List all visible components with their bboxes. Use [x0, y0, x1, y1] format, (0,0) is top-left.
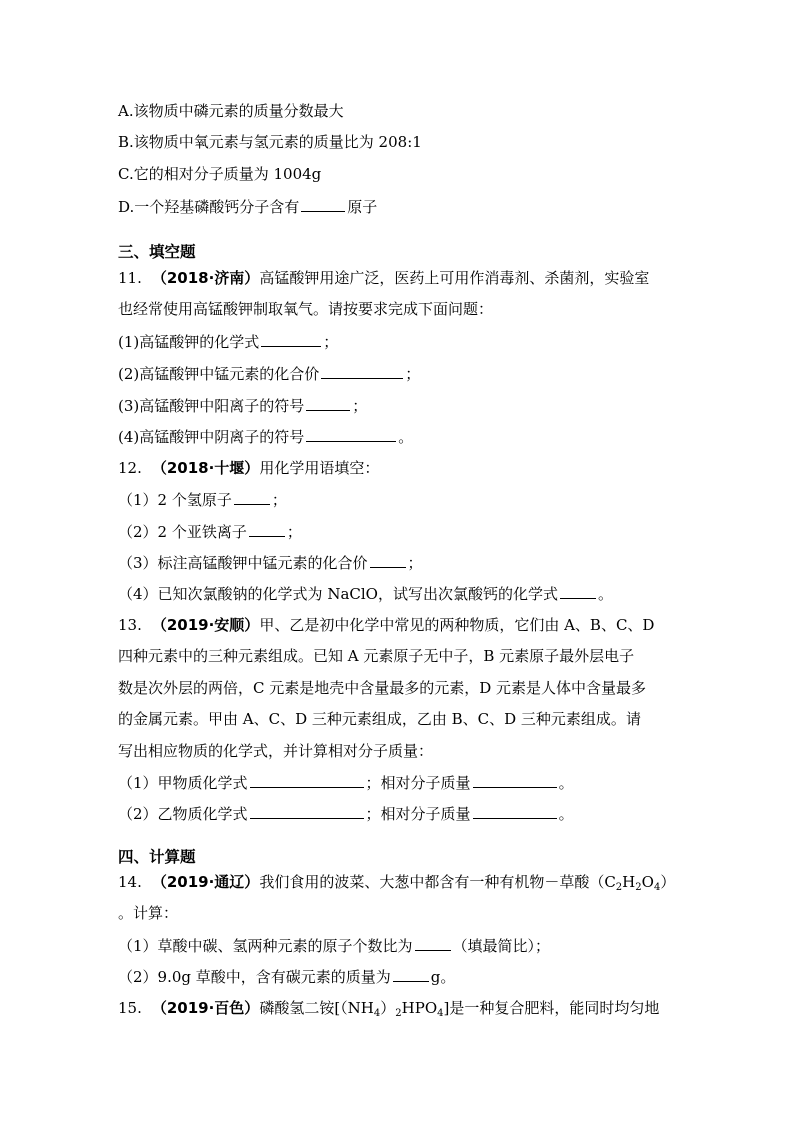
q12-part-3-blank[interactable] — [370, 552, 406, 568]
q11-part-1 — [118, 331, 338, 352]
q14-part-2 — [118, 966, 455, 987]
q11-part-1-blank[interactable] — [261, 331, 321, 347]
q14-formula-sub-h: 2 — [635, 882, 642, 893]
q14-part-2-text-a: （2）9.0g 草酸中，含有碳元素的质量为 — [118, 968, 391, 986]
q15-formula-paren: ） — [380, 999, 396, 1017]
q13-part-1-blank-mass[interactable] — [473, 772, 557, 788]
q13-text-1: 甲、乙是初中化学中常见的两种物质，它们由 A、B、C、D — [259, 616, 655, 634]
q12-part-2-punct: ； — [286, 523, 302, 541]
q11-part-2-blank[interactable] — [321, 363, 403, 379]
q14-line-2: 。计算： — [118, 904, 179, 922]
q11-text-1: 高锰酸钾用途广泛，医药上可用作消毒剂、杀菌剂，实验室 — [259, 269, 650, 287]
q11-part-1-punct: ； — [323, 333, 339, 351]
q11-part-2 — [118, 363, 420, 384]
q15-source: （2019·百色） — [151, 999, 260, 1017]
section-3-title: 三、填空题 — [118, 243, 196, 261]
q12-part-4-blank[interactable] — [560, 583, 596, 599]
q13-part-1-punct: 。 — [558, 774, 574, 792]
q12-part-2-blank[interactable] — [249, 521, 285, 537]
q10-option-d-blank[interactable] — [301, 196, 345, 212]
q11-part-4-blank[interactable] — [306, 426, 396, 442]
q11-part-3-blank[interactable] — [306, 395, 350, 411]
q14-formula-close: ） — [660, 873, 676, 891]
q15-text-post: ]是一种复合肥料，能同时均匀地 — [443, 999, 660, 1017]
q13-line-2: 四种元素中的三种元素组成。已知 A 元素原子无中子，B 元素原子最外层电子 — [118, 647, 635, 665]
q11-part-4-text: (4)高锰酸钾中阴离子的符号 — [118, 428, 305, 446]
q12-text-1: 用化学用语填空： — [259, 459, 380, 477]
q13-number: 13. — [118, 616, 142, 634]
q12-part-1 — [118, 489, 287, 510]
q13-line-3: 数是次外层的两倍，C 元素是地壳中含量最多的元素，D 元素是人体中含量最多 — [118, 679, 647, 697]
q13-source: （2019·安顺） — [151, 616, 260, 634]
q13-line-1 — [118, 615, 654, 635]
q13-part-2-punct: 。 — [558, 805, 574, 823]
q14-formula-sub-o: 4 — [653, 882, 661, 893]
q13-part-2-blank-formula[interactable] — [250, 803, 364, 819]
q12-part-1-punct: ； — [271, 491, 287, 509]
q11-part-2-text: (2)高锰酸钾中锰元素的化合价 — [118, 365, 320, 383]
q11-source: （2018·济南） — [151, 269, 260, 287]
q10-option-d-suffix: 原子 — [347, 198, 378, 216]
q15-formula-sub-4: 4 — [373, 1008, 381, 1019]
q14-part-1 — [118, 935, 550, 956]
q14-part-2-blank[interactable] — [393, 966, 429, 982]
q12-part-3-punct: ； — [407, 554, 423, 572]
q11-part-4 — [118, 426, 413, 447]
q12-part-3-text: （3）标注高锰酸钾中锰元素的化合价 — [118, 554, 368, 572]
q12-part-1-blank[interactable] — [234, 489, 270, 505]
q10-option-d — [118, 196, 377, 217]
q13-part-1-text-a: （1）甲物质化学式 — [118, 774, 248, 792]
q14-formula-o: O — [641, 873, 654, 891]
q12-part-2-text: （2）2 个亚铁离子 — [118, 523, 247, 541]
q14-part-1-text-b: （填最简比）； — [452, 937, 551, 955]
q13-part-2-text-a: （2）乙物质化学式 — [118, 805, 248, 823]
section-4-title: 四、计算题 — [118, 848, 196, 866]
q11-part-1-text: (1)高锰酸钾的化学式 — [118, 333, 260, 351]
q13-line-4: 的金属元素。甲由 A、C、D 三种元素组成，乙由 B、C、D 三种元素组成。请 — [118, 710, 641, 728]
q15-text-pre: 磷酸氢二铵[（NH — [259, 999, 374, 1017]
q15-line-1 — [118, 998, 659, 1018]
q15-formula-hpo: HPO — [401, 999, 438, 1017]
q12-part-4 — [118, 583, 613, 604]
q13-part-1-blank-formula[interactable] — [250, 772, 364, 788]
q14-part-1-text-a: （1）草酸中碳、氢两种元素的原子个数比为 — [118, 937, 413, 955]
q12-source: （2018·十堰） — [151, 459, 260, 477]
q11-part-3-punct: ； — [352, 397, 368, 415]
q12-part-3 — [118, 552, 423, 573]
q11-number: 11. — [118, 269, 142, 287]
q13-part-1 — [118, 772, 574, 793]
q15-number: 15. — [118, 999, 142, 1017]
q11-part-2-punct: ； — [405, 365, 421, 383]
q12-number: 12. — [118, 459, 142, 477]
q13-part-2 — [118, 803, 574, 824]
q14-part-1-blank[interactable] — [415, 935, 451, 951]
q11-line-1 — [118, 268, 649, 288]
q10-option-a: A.该物质中磷元素的质量分数最大 — [118, 102, 344, 120]
q14-text-1: 我们食用的波菜、大葱中都含有一种有机物－草酸（C — [259, 873, 616, 891]
q14-formula-sub-c: 2 — [615, 882, 623, 893]
q10-option-c: C.它的相对分子质量为 1004g — [118, 165, 322, 183]
q10-option-b: B.该物质中氧元素与氢元素的质量比为 208:1 — [118, 133, 422, 151]
q14-source: （2019·通辽） — [151, 873, 260, 891]
q15-formula-sub-2: 2 — [395, 1008, 402, 1019]
q11-part-3 — [118, 395, 367, 416]
q11-part-4-punct: 。 — [398, 428, 414, 446]
q14-line-1 — [118, 872, 675, 892]
q12-line-1 — [118, 458, 379, 478]
q11-part-3-text: (3)高锰酸钾中阳离子的符号 — [118, 397, 305, 415]
q13-part-2-blank-mass[interactable] — [473, 803, 557, 819]
q14-number: 14. — [118, 873, 142, 891]
q15-formula-sub-4b: 4 — [437, 1008, 444, 1019]
q13-line-5: 写出相应物质的化学式，并计算相对分子质量： — [118, 742, 434, 760]
q12-part-1-text: （1）2 个氢原子 — [118, 491, 232, 509]
q12-part-4-text: （4）已知次氯酸钠的化学式为 NaClO，试写出次氯酸钙的化学式 — [118, 585, 558, 603]
q10-option-d-text: D.一个羟基磷酸钙分子含有 — [118, 198, 300, 216]
q12-part-4-punct: 。 — [597, 585, 613, 603]
q13-part-1-text-b: ；相对分子质量 — [365, 774, 471, 792]
q12-part-2 — [118, 521, 302, 542]
q14-part-2-text-b: g。 — [430, 968, 456, 986]
q11-line-2: 也经常使用高锰酸钾制取氧气。请按要求完成下面问题： — [118, 300, 494, 318]
q14-formula-h: H — [622, 873, 636, 891]
q13-part-2-text-b: ；相对分子质量 — [365, 805, 471, 823]
